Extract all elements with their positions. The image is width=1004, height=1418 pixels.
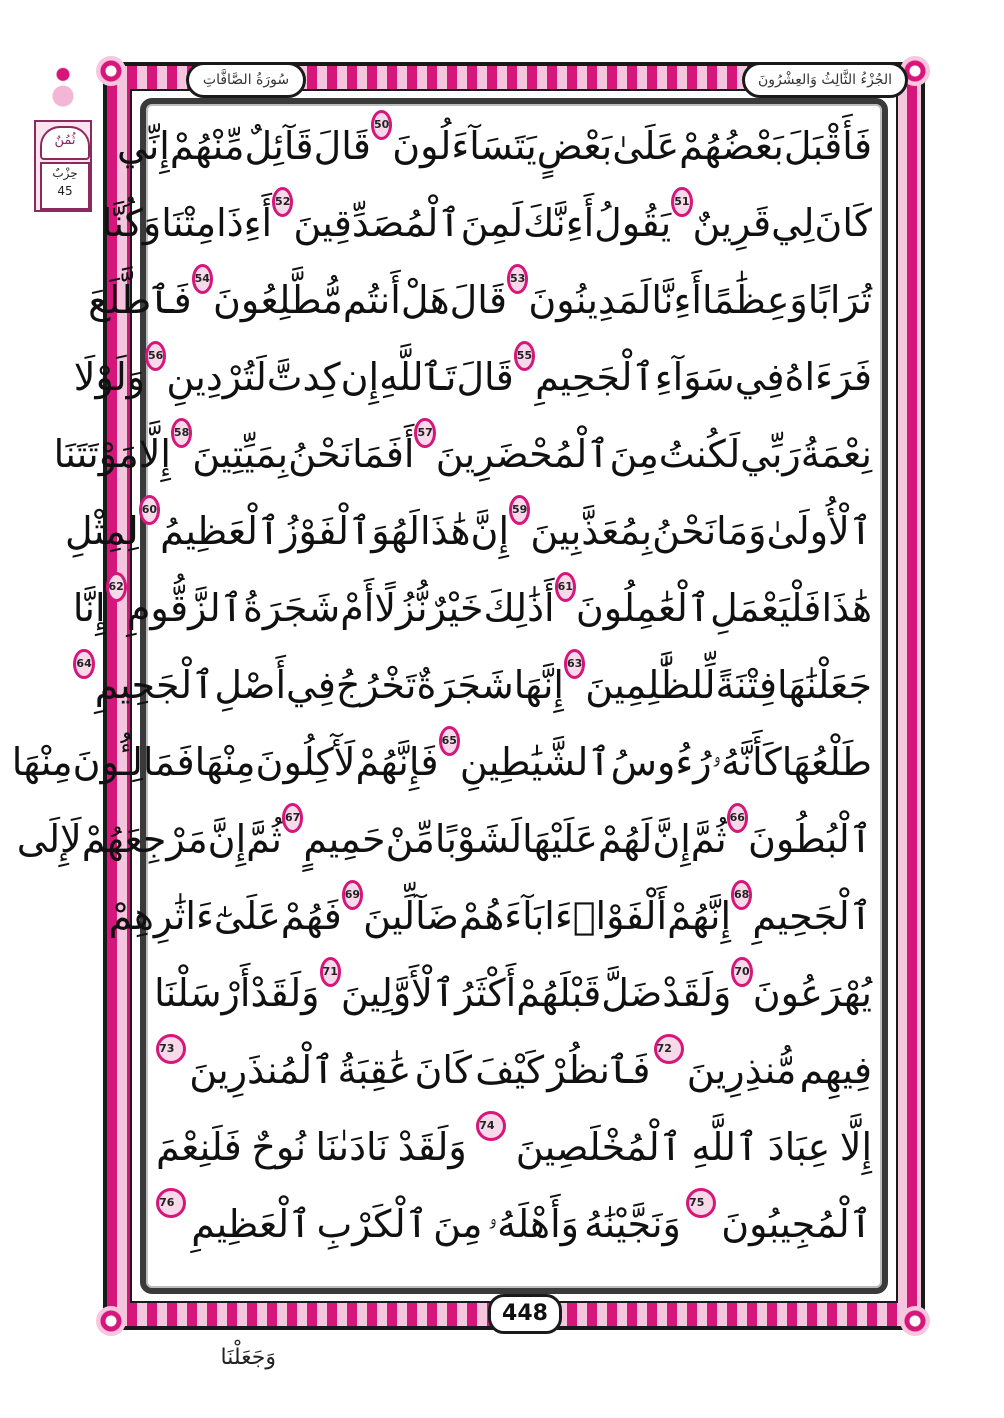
word: لَمِنَ — [460, 201, 524, 245]
ayah-number-marker: 68 — [731, 880, 752, 910]
word: فَٱنظُرْ — [547, 1048, 651, 1092]
hizb-number: 45 — [57, 184, 73, 198]
word: قَالَ — [456, 355, 514, 399]
word: نَحْنُ — [652, 509, 717, 553]
word: بَعْضُهُمْ — [679, 124, 784, 168]
word: إِلَّا — [138, 432, 171, 476]
word: فَرَءَاهُ — [784, 355, 872, 399]
word: ٱلْأُولَىٰ — [766, 509, 872, 553]
word: تَخْرُجُ — [335, 663, 417, 707]
ayah-number-marker: 54 — [192, 264, 213, 294]
word: ٱلْمُحْضَرِينَ — [435, 432, 610, 476]
word: ٱللَّهِ — [691, 1125, 759, 1169]
word: إِنَّا — [72, 586, 106, 630]
word: لَكُنتُ — [658, 432, 741, 476]
word: إِنَّ — [470, 509, 509, 553]
word: أَءِنَّا — [651, 278, 702, 322]
word: جَعَلْنَٰهَا — [777, 663, 872, 707]
word: ٱلْمُنذَرِينَ — [189, 1048, 335, 1092]
word: هَلْ — [400, 278, 450, 322]
word: ٱلْجَحِيمِ — [94, 663, 215, 707]
word: أَنتُم — [342, 278, 401, 322]
ayah-number-marker: 69 — [342, 880, 363, 910]
word: وَمَا — [716, 509, 767, 553]
word: مِّنْهُمْ — [169, 124, 245, 168]
word: لَهُمْ — [597, 817, 653, 861]
word: فَهُمْ — [280, 894, 342, 938]
ayah-number-marker: 60 — [139, 495, 160, 525]
text-line — [108, 880, 872, 952]
hizb-frame — [34, 120, 92, 212]
word: وَلَقَدْ — [250, 971, 320, 1015]
ayah-number-marker: 63 — [564, 649, 585, 679]
word: لَأٓكِلُونَ — [255, 740, 356, 784]
text-line — [73, 341, 872, 413]
word: أَءِنَّكَ — [523, 201, 595, 245]
word: بِمُعَذَّبِينَ — [530, 509, 653, 553]
word: ضَلَّ — [601, 971, 663, 1015]
word: مِنْهَا — [11, 740, 73, 784]
ayah-number-marker: 72 — [654, 1034, 684, 1064]
word: فَلَنِعْمَ — [156, 1125, 242, 1169]
word: لِمِثْلِ — [64, 509, 139, 553]
word: هَٰذَا — [419, 509, 471, 553]
word: يُهْرَعُونَ — [752, 971, 872, 1015]
ayah-number-marker: 65 — [439, 726, 460, 756]
word: خَيْرٌ — [427, 586, 484, 630]
word: فَٱطَّلَعَ — [88, 278, 192, 322]
word: مُّنذِرِينَ — [686, 1048, 797, 1092]
corner-ornament-top-left — [96, 56, 126, 86]
word: لِي — [771, 201, 815, 245]
ayah-number-marker: 74 — [476, 1111, 506, 1141]
word: ثُمَّ — [690, 817, 727, 861]
word: ٱلْجَحِيمِ — [752, 894, 872, 938]
ayah-number-marker: 52 — [272, 187, 293, 217]
word: شَجَرَةٌ — [416, 663, 514, 707]
word: رَبِّي — [740, 432, 801, 476]
word: طَلْعُهَا — [781, 740, 872, 784]
word: إِنِّي — [117, 124, 170, 168]
corner-ornament-bottom-left — [96, 1306, 126, 1336]
ayah-number-marker: 61 — [555, 572, 576, 602]
hizb-ornament-icon — [48, 62, 78, 124]
ayah-number-marker: 71 — [320, 957, 341, 987]
ayah-number-marker: 62 — [106, 572, 127, 602]
ayah-number-marker: 70 — [731, 957, 752, 987]
word: ٱلْعَظِيمِ — [191, 1202, 312, 1246]
word: قَالَ — [449, 278, 507, 322]
word: كَأَنَّهُۥ — [711, 740, 782, 784]
word: لَهُوَ — [371, 509, 420, 553]
thumn-label: ثُمُنٌ — [40, 126, 90, 160]
word: مَوْتَتَنَا — [53, 432, 139, 476]
text-line — [76, 649, 872, 721]
word: فِتْنَةً — [715, 663, 778, 707]
word: لَشَوْبًا — [434, 817, 523, 861]
word: لَإِلَى — [16, 817, 82, 861]
text-line — [88, 264, 872, 336]
word: ٱلْعَٰمِلُونَ — [575, 586, 711, 630]
word: مِنْهَا — [194, 740, 256, 784]
word: وَكُنَّا — [101, 201, 162, 245]
word: فِي — [286, 663, 336, 707]
word: ٱلزَّقُّومِ — [126, 586, 243, 630]
word: لِّلظَّٰلِمِينَ — [585, 663, 716, 707]
word: عَلَيْهَا — [522, 817, 598, 861]
word: قَآئِلٌ — [244, 124, 314, 168]
ayah-number-marker: 53 — [507, 264, 528, 294]
word: أَصْلِ — [214, 663, 287, 707]
word: إِنَّ — [652, 817, 691, 861]
word: يَتَسَآءَلُونَ — [392, 124, 537, 168]
word: ٱلْكَرْبِ — [316, 1202, 429, 1246]
text-line — [156, 957, 872, 1029]
word: فَلْيَعْمَلِ — [710, 586, 822, 630]
word: فَإِنَّهُمْ — [355, 740, 439, 784]
word: وَلَقَدْ — [397, 1125, 467, 1169]
word: فَأَقْبَلَ — [783, 124, 872, 168]
word: عَلَىٰٓ — [213, 894, 281, 938]
word: وَأَهْلَهُۥ — [487, 1202, 579, 1246]
word: ٱلْمُجِيبُونَ — [721, 1202, 872, 1246]
word: رُءُوسُ — [610, 740, 712, 784]
word: وَلَقَدْ — [662, 971, 732, 1015]
word: إِنَّ — [207, 817, 247, 861]
word: كَيْفَ — [475, 1048, 545, 1092]
ayah-number-marker: 55 — [514, 341, 535, 371]
hizb-word: حِزْبٌ — [52, 166, 78, 180]
word: ٱلْأَوَّلِينَ — [340, 971, 456, 1015]
surah-label: سُورَةُ الصَّافَّاتِ — [186, 62, 306, 98]
word: إِلَّا — [839, 1125, 872, 1169]
text-line — [53, 418, 872, 490]
text-line — [156, 1034, 872, 1106]
word: يَقُولُ — [594, 201, 672, 245]
word: ٱلْعَظِيمُ — [160, 509, 281, 553]
text-line — [16, 803, 872, 875]
word: نَحْنُ — [288, 432, 353, 476]
word: ٱلْجَحِيمِ — [535, 355, 655, 399]
word: تَٱللَّهِ — [379, 355, 457, 399]
word: كَانَ — [414, 1048, 473, 1092]
word: نِعْمَةُ — [800, 432, 872, 476]
word: فِي — [734, 355, 785, 399]
word: كِدتَّ — [266, 355, 341, 399]
word: عَٰقِبَةُ — [337, 1048, 412, 1092]
word: عَلَىٰ — [612, 124, 680, 168]
word: أَءِذَا — [216, 201, 273, 245]
word: مَرْجِعَهُمْ — [81, 817, 208, 861]
word: لَمَدِينُونَ — [528, 278, 652, 322]
word: بَعْضٍ — [536, 124, 613, 168]
word: وَنَجَّيْنَٰهُ — [584, 1202, 681, 1246]
catchword: وَجَعَلْنَا — [220, 1345, 276, 1370]
word: فِيهِم — [799, 1048, 872, 1092]
word: تُرَابًا — [807, 278, 872, 322]
word: وَلَوْلَا — [73, 355, 146, 399]
word: نُّزُلًا — [374, 586, 428, 630]
word: ٱلْفَوْزُ — [280, 509, 372, 553]
word: إِنَّهَا — [513, 663, 564, 707]
ayah-number-marker: 56 — [145, 341, 166, 371]
ayah-number-marker: 58 — [171, 418, 192, 448]
word: شَجَرَةُ — [242, 586, 341, 630]
word: مِّنْ — [385, 817, 435, 861]
hizb-marker — [34, 62, 92, 212]
page-number: 448 — [488, 1294, 562, 1334]
word: قَبْلَهُمْ — [516, 971, 602, 1015]
word: ٱلْمُصَدِّقِينَ — [293, 201, 461, 245]
corner-ornament-bottom-right — [900, 1306, 930, 1336]
ayah-number-marker: 75 — [686, 1188, 716, 1218]
ayah-number-marker: 66 — [727, 803, 748, 833]
word: وَعِظَٰمًا — [701, 278, 808, 322]
word: سَوَآءِ — [654, 355, 735, 399]
word: هَٰذَا — [821, 586, 872, 630]
text-line — [64, 495, 872, 567]
text-line — [117, 110, 872, 182]
word: قَرِينٌ — [692, 201, 772, 245]
hizb-label-box — [40, 162, 90, 210]
text-line — [156, 1111, 872, 1183]
text-line — [11, 726, 872, 798]
word: ٱلْمُخْلَصِينَ — [515, 1125, 682, 1169]
word: ضَآلِّينَ — [363, 894, 459, 938]
word: عِبَادَ — [767, 1125, 831, 1169]
ayah-number-marker: 67 — [282, 803, 303, 833]
word: أَرْسَلْنَا — [154, 971, 251, 1015]
word: إِن — [340, 355, 380, 399]
word: مُّطَّلِعُونَ — [212, 278, 343, 322]
word: مِنَ — [609, 432, 659, 476]
word: فَمَالِـُٔونَ — [72, 740, 195, 784]
word: ءَابَآءَهُمْ — [458, 894, 573, 938]
ayah-number-marker: 73 — [156, 1034, 186, 1064]
word: إِنَّهُمْ — [667, 894, 732, 938]
word: كَانَ — [814, 201, 872, 245]
word: لَتُرْدِينِ — [166, 355, 267, 399]
word: بِمَيِّتِينَ — [192, 432, 289, 476]
ayah-number-marker: 51 — [671, 187, 692, 217]
ayah-number-marker: 64 — [73, 649, 94, 679]
word: ءَاثَٰرِهِمْ — [108, 894, 214, 938]
word: نُوحٌ — [251, 1125, 307, 1169]
text-line — [101, 187, 872, 259]
word: أَمْ — [340, 586, 375, 630]
word: مِنَ — [433, 1202, 483, 1246]
ayah-number-marker: 76 — [156, 1188, 186, 1218]
word: ٱلْبُطُونَ — [747, 817, 872, 861]
word: أَذَٰلِكَ — [483, 586, 555, 630]
word: حَمِيمٍ — [303, 817, 386, 861]
juz-label: الجُزْءُ الثَّالِثُ وَالعِشْرُونَ — [742, 62, 908, 98]
text-line — [156, 1188, 872, 1260]
word: أَلْفَوْا۟ — [572, 894, 668, 938]
text-line — [72, 572, 872, 644]
ayah-number-marker: 59 — [509, 495, 530, 525]
word: ٱلشَّيَٰطِينِ — [459, 740, 611, 784]
word: ثُمَّ — [246, 817, 283, 861]
ayah-number-marker: 50 — [371, 110, 392, 140]
word: أَفَمَا — [352, 432, 415, 476]
ayah-number-marker: 57 — [414, 418, 435, 448]
word: نَادَىٰنَا — [315, 1125, 389, 1169]
word: أَكْثَرُ — [455, 971, 517, 1015]
word: قَالَ — [313, 124, 371, 168]
word: مِتْنَا — [161, 201, 217, 245]
